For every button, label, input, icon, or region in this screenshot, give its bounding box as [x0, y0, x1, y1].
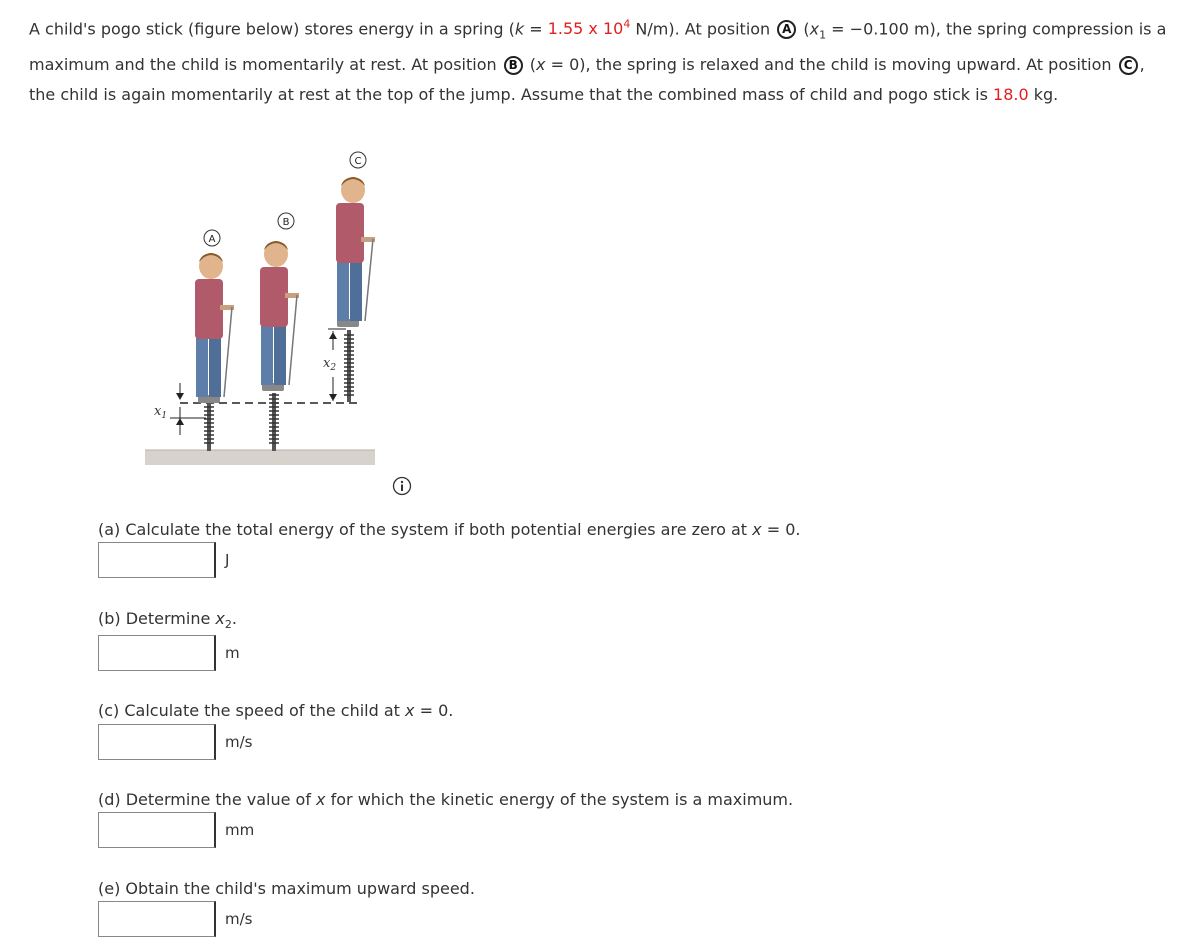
answer-row-e: [98, 901, 398, 937]
x2-indicator: [323, 329, 346, 401]
child-position-c: [336, 177, 375, 402]
child-position-b: [260, 241, 299, 451]
svg-text:B: B: [282, 217, 290, 228]
question-b: [98, 609, 237, 631]
label-c: [350, 152, 366, 168]
spring-constant-exponent: 4: [623, 18, 631, 31]
question-e-text: (e) Obtain the child's maximum upward speed.: [98, 879, 475, 898]
answer-d-unit: mm: [225, 821, 255, 839]
label-a: [204, 230, 220, 246]
question-b-text-end: .: [231, 609, 237, 628]
position-c-icon: C: [1119, 56, 1138, 75]
question-d-text-end: for which the kinetic energy of the system is a maximum.: [325, 790, 794, 809]
question-c-text: (c) Calculate the speed of the child at: [98, 701, 406, 720]
question-c: [98, 701, 453, 720]
answer-a-input[interactable]: [98, 542, 216, 578]
position-a-icon: A: [777, 20, 796, 39]
answer-c-input[interactable]: [98, 724, 216, 760]
ground: [145, 450, 375, 465]
pogo-stick-figure: [140, 145, 400, 465]
child-position-a: [195, 253, 234, 451]
question-d-text: (d) Determine the value of: [98, 790, 317, 809]
x-variable: x: [215, 609, 225, 628]
position-b-icon: B: [504, 56, 523, 75]
label-b: [278, 213, 294, 229]
answer-row-a: [98, 542, 398, 578]
problem-text: =: [524, 19, 548, 39]
question-e: [98, 879, 475, 898]
spring-constant-value: 1.55 x $10^4$: [547, 18, 631, 39]
answer-e-unit: m/s: [225, 910, 253, 928]
x1-variable: x: [809, 19, 820, 39]
svg-text:x2: $x_2$: [323, 356, 337, 373]
problem-text: A child's pogo stick (figure below) stores energy in a spring (: [29, 19, 515, 39]
answer-row-c: [98, 724, 398, 760]
answer-a-unit: J: [225, 551, 230, 569]
question-a-text: (a) Calculate the total energy of the system if both potential energies are zero at: [98, 520, 753, 539]
info-icon[interactable]: [392, 476, 412, 496]
question-b-text: (b) Determine: [98, 609, 216, 628]
question-a: [98, 520, 800, 540]
problem-text: (: [798, 19, 810, 39]
problem-statement: [29, 10, 1169, 109]
problem-text: kg.: [1028, 84, 1059, 104]
mass-value: 18.0: [993, 84, 1029, 104]
x-variable: x: [316, 790, 326, 809]
svg-text:x1: $x_1$: [154, 404, 168, 421]
question-d: [98, 790, 793, 809]
answer-d-input[interactable]: [98, 812, 216, 848]
answer-b-input[interactable]: [98, 635, 216, 671]
problem-text: (: [524, 55, 537, 75]
x2-subscript: 2: [224, 618, 232, 632]
question-c-text-end: = 0.: [414, 701, 454, 720]
x-variable: x: [405, 701, 415, 720]
answer-row-d: [98, 812, 398, 848]
answer-row-b: [98, 635, 398, 671]
x1-subscript: 1: [819, 28, 827, 42]
x-variable: x: [752, 520, 762, 539]
problem-text: = 0), the spring is relaxed and the child is moving upward. At position: [545, 55, 1117, 75]
x-variable: x: [536, 55, 546, 75]
answer-e-input[interactable]: [98, 901, 216, 937]
svg-text:A: A: [208, 234, 216, 245]
svg-text:C: C: [354, 156, 362, 167]
question-a-text-end: = 0.: [761, 520, 801, 539]
k-variable: k: [514, 19, 525, 39]
problem-text: N/m). At position: [630, 19, 776, 39]
problem-text: = −0.100 m), the spring compression is a maximum and the child is momentarily at rest. At position: [29, 19, 1167, 75]
answer-c-unit: m/s: [225, 733, 253, 751]
problem-text: , the child is again momentarily at rest at the top of the jump. Assume that the combined mass of child and pogo stick is: [29, 55, 1145, 104]
answer-b-unit: m: [225, 644, 240, 662]
